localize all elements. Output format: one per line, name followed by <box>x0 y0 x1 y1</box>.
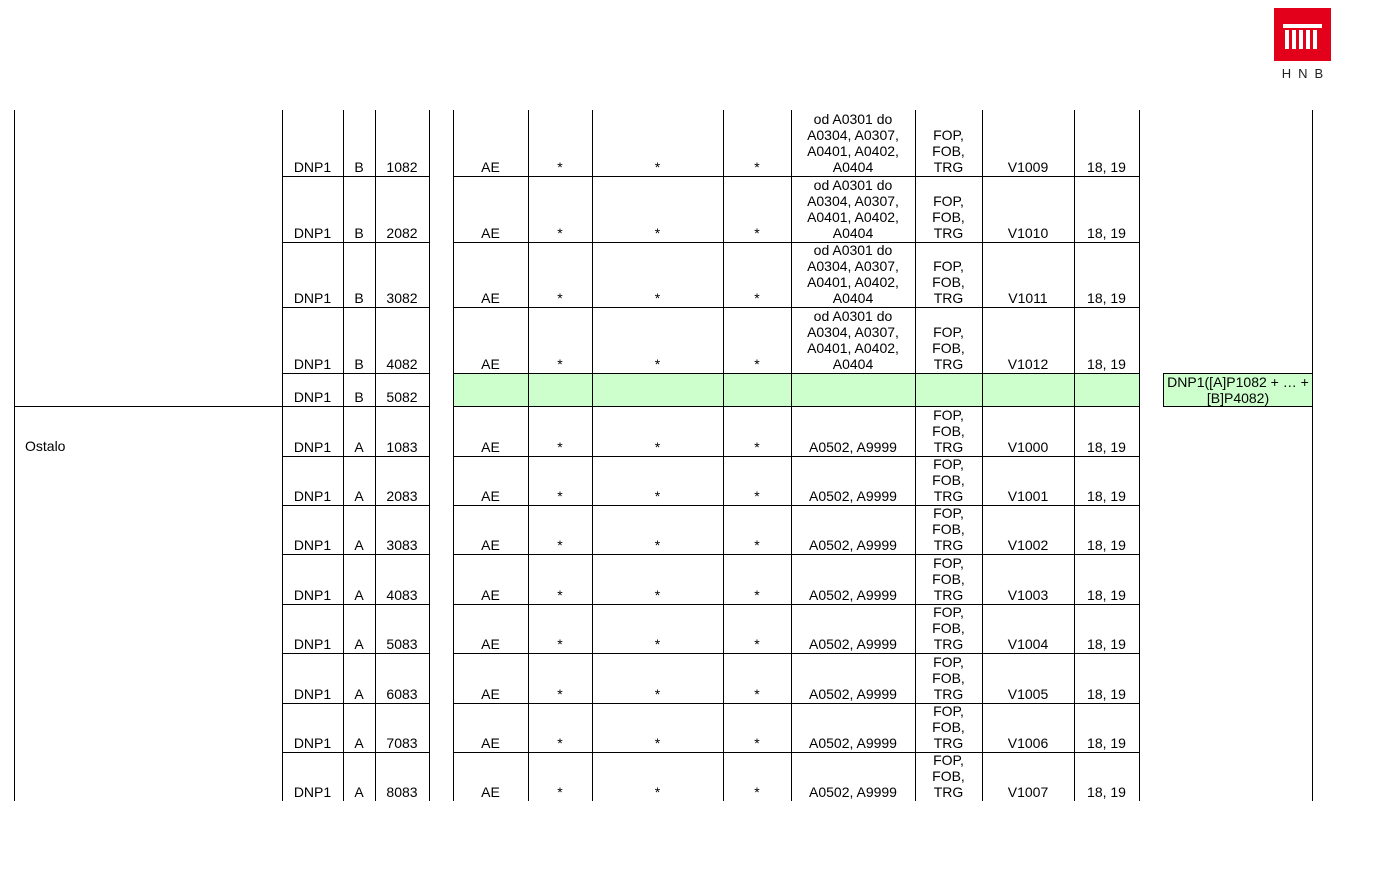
cell-text: DNP1 <box>293 356 332 372</box>
table-cell <box>723 604 791 652</box>
cell-text: * <box>754 686 760 702</box>
cell-text: 18, 19 <box>1087 356 1126 372</box>
cell-text: * <box>654 439 661 455</box>
cell-text: * <box>754 636 760 652</box>
cell-text: V1000 <box>1007 439 1049 455</box>
table-cell <box>723 176 791 241</box>
cell-text: A0502, A9999 <box>809 686 897 702</box>
cell-text: V1005 <box>1007 686 1049 702</box>
cell-text: * <box>557 686 563 702</box>
cell-text: 18, 19 <box>1087 488 1126 504</box>
cell-text: B <box>354 356 364 372</box>
hnb-logo-emblem <box>1274 8 1331 61</box>
table-cell <box>723 752 791 800</box>
table-cell <box>592 242 723 306</box>
table-cell <box>791 307 915 372</box>
cell-text: * <box>557 537 563 553</box>
cell-text: * <box>754 159 760 175</box>
table-cell <box>1074 456 1139 504</box>
table-cell <box>592 653 723 702</box>
cell-text: AE <box>481 636 500 652</box>
cell-text: A0502, A9999 <box>809 439 897 455</box>
table-cell <box>592 406 723 455</box>
table-cell <box>1074 307 1139 372</box>
cell-text: V1009 <box>1007 159 1049 175</box>
table-cell <box>592 110 723 175</box>
table-cell <box>982 505 1074 553</box>
table-cell <box>528 505 592 553</box>
table-cell <box>282 703 343 751</box>
table-cell <box>528 456 592 504</box>
cell-text: 5082 <box>386 389 418 405</box>
table-right-border <box>1312 110 1313 801</box>
cell-text: 2082 <box>386 225 418 241</box>
cell-text: * <box>557 290 563 306</box>
table-cell <box>375 456 429 504</box>
cell-text: A <box>354 686 364 702</box>
table-cell <box>453 604 528 652</box>
section-rule <box>14 406 283 407</box>
table-cell <box>1074 554 1139 603</box>
table-cell <box>791 406 915 455</box>
table-cell <box>282 505 343 553</box>
table-cell <box>723 505 791 553</box>
cell-text: AE <box>481 488 500 504</box>
cell-text: V1010 <box>1007 225 1049 241</box>
cell-text: AE <box>481 356 500 372</box>
table-cell <box>1074 373 1139 405</box>
cell-text: 2083 <box>386 488 418 504</box>
table-cell <box>343 505 375 553</box>
table-cell <box>723 373 791 405</box>
table-cell <box>915 505 982 553</box>
cell-text: 18, 19 <box>1087 225 1126 241</box>
cell-text: 6083 <box>386 686 418 702</box>
table-cell <box>723 554 791 603</box>
table-cell <box>592 456 723 504</box>
cell-text: A0502, A9999 <box>809 735 897 751</box>
cell-text: 8083 <box>386 784 418 800</box>
cell-text: DNP1 <box>293 587 332 603</box>
table-cell <box>915 604 982 652</box>
cell-text: * <box>654 488 661 504</box>
cell-text: 3083 <box>386 537 418 553</box>
table-cell <box>723 242 791 306</box>
cell-text: FOP, FOB, TRG <box>932 604 965 652</box>
table-cell <box>791 554 915 603</box>
table-cell <box>982 752 1074 800</box>
table-cell <box>375 604 429 652</box>
cell-text: FOP, FOB, TRG <box>932 505 965 553</box>
table-cell <box>282 373 343 405</box>
table-cell <box>791 373 915 405</box>
cell-text: V1006 <box>1007 735 1049 751</box>
cell-text: AE <box>481 735 500 751</box>
table-cell <box>592 505 723 553</box>
table-cell <box>528 752 592 800</box>
cell-text: 4082 <box>386 356 418 372</box>
cell-text: 5083 <box>386 636 418 652</box>
cell-text: od A0301 do A0304, A0307, A0401, A0402, A0404 <box>807 308 899 372</box>
cell-text: DNP1 <box>293 784 332 800</box>
cell-text: AE <box>481 537 500 553</box>
table-cell <box>915 653 982 702</box>
cell-text: od A0301 do A0304, A0307, A0401, A0402, A0404 <box>807 177 899 241</box>
table-cell <box>343 456 375 504</box>
table-cell <box>1074 703 1139 751</box>
cell-text: A0502, A9999 <box>809 784 897 800</box>
cell-text: FOP, FOB, TRG <box>932 258 965 306</box>
cell-text: 18, 19 <box>1087 636 1126 652</box>
cell-text: A <box>354 735 364 751</box>
table-cell <box>453 307 528 372</box>
cell-text: * <box>654 356 661 372</box>
table-cell <box>723 307 791 372</box>
table-cell <box>592 604 723 652</box>
cell-text: AE <box>481 290 500 306</box>
table-cell <box>282 307 343 372</box>
cell-text: * <box>754 356 760 372</box>
cell-text: * <box>754 537 760 553</box>
table-cell <box>528 242 592 306</box>
table-cell <box>282 406 343 455</box>
table-cell <box>282 604 343 652</box>
cell-text: V1012 <box>1007 356 1049 372</box>
table-cell <box>343 703 375 751</box>
cell-text: 3082 <box>386 290 418 306</box>
table-cell <box>453 406 528 455</box>
table-cell <box>453 752 528 800</box>
table-cell <box>343 554 375 603</box>
cell-text: A0502, A9999 <box>809 488 897 504</box>
table-cell <box>375 554 429 603</box>
cell-text: * <box>654 587 661 603</box>
cell-text: * <box>654 784 661 800</box>
cell-text: FOP, FOB, TRG <box>932 407 965 455</box>
cell-text: * <box>557 636 563 652</box>
cell-text: FOP, FOB, TRG <box>932 703 965 751</box>
hnb-logo <box>1274 8 1332 81</box>
table-cell <box>592 176 723 241</box>
table-cell <box>982 307 1074 372</box>
table-cell <box>343 752 375 800</box>
cell-text: B <box>354 225 364 241</box>
table-cell <box>453 703 528 751</box>
table-cell <box>791 653 915 702</box>
cell-text: A <box>354 537 364 553</box>
cell-text: A <box>354 439 364 455</box>
cell-text: * <box>754 784 760 800</box>
table-cell <box>791 604 915 652</box>
table-cell <box>723 653 791 702</box>
cell-text: od A0301 do A0304, A0307, A0401, A0402, A0404 <box>807 111 899 175</box>
table-cell <box>343 653 375 702</box>
cell-text: AE <box>481 587 500 603</box>
table-cell <box>1074 242 1139 306</box>
cell-text: * <box>557 587 563 603</box>
cell-text: DNP1 <box>293 389 332 405</box>
table-cell <box>343 373 375 405</box>
table-cell <box>1074 653 1139 702</box>
cell-text: A <box>354 488 364 504</box>
table-cell <box>453 176 528 241</box>
cell-text: * <box>557 488 563 504</box>
table-cell <box>343 604 375 652</box>
table-cell <box>723 406 791 455</box>
table-cell <box>453 505 528 553</box>
cell-text: FOP, FOB, TRG <box>932 456 965 504</box>
cell-text: DNP1 <box>293 159 332 175</box>
cell-text: * <box>654 159 661 175</box>
cell-text: A0502, A9999 <box>809 636 897 652</box>
cell-text: A <box>354 784 364 800</box>
table-cell <box>723 110 791 175</box>
hnb-logo-text: HNB <box>1281 66 1331 81</box>
cell-text: 18, 19 <box>1087 686 1126 702</box>
table-cell <box>282 242 343 306</box>
table-cell <box>282 653 343 702</box>
cell-text: DNP1 <box>293 439 332 455</box>
cell-text: A0502, A9999 <box>809 587 897 603</box>
table-left-border <box>14 110 15 801</box>
table-cell <box>528 653 592 702</box>
table-cell <box>982 604 1074 652</box>
cell-text: * <box>557 439 563 455</box>
table-cell <box>282 110 343 175</box>
table-cell <box>723 703 791 751</box>
table-cell <box>915 456 982 504</box>
table-cell <box>375 653 429 702</box>
cell-text: AE <box>481 159 500 175</box>
table-cell <box>528 604 592 652</box>
table-cell <box>915 307 982 372</box>
cell-text: 1082 <box>386 159 418 175</box>
table-cell <box>375 703 429 751</box>
table-cell <box>982 110 1074 175</box>
table-cell <box>791 505 915 553</box>
cell-text: 18, 19 <box>1087 587 1126 603</box>
table-cell <box>528 110 592 175</box>
table-cell <box>282 456 343 504</box>
cell-text: * <box>557 735 563 751</box>
cell-text: DNP1 <box>293 225 332 241</box>
cell-text: A <box>354 636 364 652</box>
table-cell <box>528 373 592 405</box>
table-cell <box>453 653 528 702</box>
cell-text: * <box>754 488 760 504</box>
table-cell <box>528 703 592 751</box>
cell-text: DNP1 <box>293 488 332 504</box>
cell-text: * <box>754 225 760 241</box>
cell-text: B <box>354 389 364 405</box>
cell-text: * <box>754 587 760 603</box>
table-cell <box>791 110 915 175</box>
cell-text: A0502, A9999 <box>809 537 897 553</box>
table-cell <box>1074 110 1139 175</box>
table-cell <box>982 176 1074 241</box>
table-cell <box>375 406 429 455</box>
table-cell <box>982 554 1074 603</box>
table-cell <box>723 456 791 504</box>
table-cell <box>343 307 375 372</box>
table-cell <box>791 176 915 241</box>
table-cell <box>282 554 343 603</box>
table-cell <box>982 456 1074 504</box>
cell-text: * <box>654 537 661 553</box>
cell-text: 18, 19 <box>1087 159 1126 175</box>
table-cell <box>791 456 915 504</box>
cell-text: * <box>557 356 563 372</box>
cell-text: B <box>354 290 364 306</box>
formula-note: DNP1([A]P1082 + … + [B]P4082) <box>1163 373 1313 407</box>
cell-text: 4083 <box>386 587 418 603</box>
cell-text: DNP1 <box>293 735 332 751</box>
cell-text: * <box>654 636 661 652</box>
table-cell <box>528 307 592 372</box>
table-cell <box>592 307 723 372</box>
table-cell <box>343 176 375 241</box>
table-cell <box>1074 505 1139 553</box>
cell-text: * <box>754 735 760 751</box>
table-cell <box>592 554 723 603</box>
table-cell <box>528 406 592 455</box>
cell-text: * <box>557 784 563 800</box>
cell-text: DNP1 <box>293 636 332 652</box>
cell-text: FOP, FOB, TRG <box>932 324 965 372</box>
cell-text: V1001 <box>1007 488 1049 504</box>
table-cell <box>528 176 592 241</box>
cell-text: B <box>354 159 364 175</box>
cell-text: V1002 <box>1007 537 1049 553</box>
cell-text: * <box>654 735 661 751</box>
table-cell <box>791 752 915 800</box>
cell-text: * <box>654 225 661 241</box>
table-cell <box>592 703 723 751</box>
table-cell <box>375 752 429 800</box>
table-cell <box>343 242 375 306</box>
table-cell <box>1074 752 1139 800</box>
table-cell <box>343 406 375 455</box>
cell-text: 18, 19 <box>1087 439 1126 455</box>
cell-text: * <box>557 225 563 241</box>
cell-text: * <box>654 686 661 702</box>
cell-text: AE <box>481 439 500 455</box>
table-cell <box>375 110 429 175</box>
table-cell <box>915 554 982 603</box>
table-cell <box>375 307 429 372</box>
cell-text: 7083 <box>386 735 418 751</box>
cell-text: FOP, FOB, TRG <box>932 654 965 702</box>
cell-text: od A0301 do A0304, A0307, A0401, A0402, A0404 <box>807 242 899 306</box>
cell-text: * <box>557 159 563 175</box>
cell-text: AE <box>481 225 500 241</box>
table-cell <box>915 373 982 405</box>
table-cell <box>982 703 1074 751</box>
cell-text: 18, 19 <box>1087 290 1126 306</box>
table-cell <box>915 752 982 800</box>
cell-text: DNP1 <box>293 686 332 702</box>
cell-text: FOP, FOB, TRG <box>932 193 965 241</box>
table-cell <box>282 752 343 800</box>
table-cell <box>375 176 429 241</box>
table-cell <box>915 242 982 306</box>
cell-text: V1004 <box>1007 636 1049 652</box>
table-cell <box>453 110 528 175</box>
cell-text: V1007 <box>1007 784 1049 800</box>
table-cell <box>375 242 429 306</box>
table-cell <box>791 242 915 306</box>
table-cell <box>791 703 915 751</box>
table-cell <box>592 373 723 405</box>
cell-text: A <box>354 587 364 603</box>
table-cell <box>915 406 982 455</box>
table-cell <box>453 456 528 504</box>
table-cell <box>982 373 1074 405</box>
table-cell <box>915 176 982 241</box>
table-cell <box>982 653 1074 702</box>
table-cell <box>982 242 1074 306</box>
table-cell <box>1074 604 1139 652</box>
cell-text: DNP1 <box>293 290 332 306</box>
table-cell <box>453 242 528 306</box>
table-cell <box>282 176 343 241</box>
cell-text: * <box>754 290 760 306</box>
table-cell <box>528 554 592 603</box>
table-cell <box>453 554 528 603</box>
cell-text: * <box>754 439 760 455</box>
cell-text: V1003 <box>1007 587 1049 603</box>
cell-text: 1083 <box>386 439 418 455</box>
table-cell <box>375 505 429 553</box>
cell-text: V1011 <box>1008 290 1048 306</box>
cell-text: 18, 19 <box>1087 537 1126 553</box>
table-cell <box>453 373 528 405</box>
cell-text: FOP, FOB, TRG <box>932 555 965 603</box>
cell-text: AE <box>481 784 500 800</box>
table-cell <box>915 703 982 751</box>
table-cell <box>915 110 982 175</box>
cell-text: 18, 19 <box>1087 735 1126 751</box>
cell-text: AE <box>481 686 500 702</box>
cell-text: 18, 19 <box>1087 784 1126 800</box>
table-cell <box>982 406 1074 455</box>
cell-text: * <box>654 290 661 306</box>
table-cell <box>1074 406 1139 455</box>
cell-text: FOP, FOB, TRG <box>932 127 965 175</box>
table-cell <box>375 373 429 405</box>
table-cell <box>1074 176 1139 241</box>
table-cell <box>592 752 723 800</box>
category-label: Ostalo <box>25 438 66 454</box>
cell-text: DNP1 <box>293 537 332 553</box>
cell-text: FOP, FOB, TRG <box>932 752 965 800</box>
table-cell <box>343 110 375 175</box>
